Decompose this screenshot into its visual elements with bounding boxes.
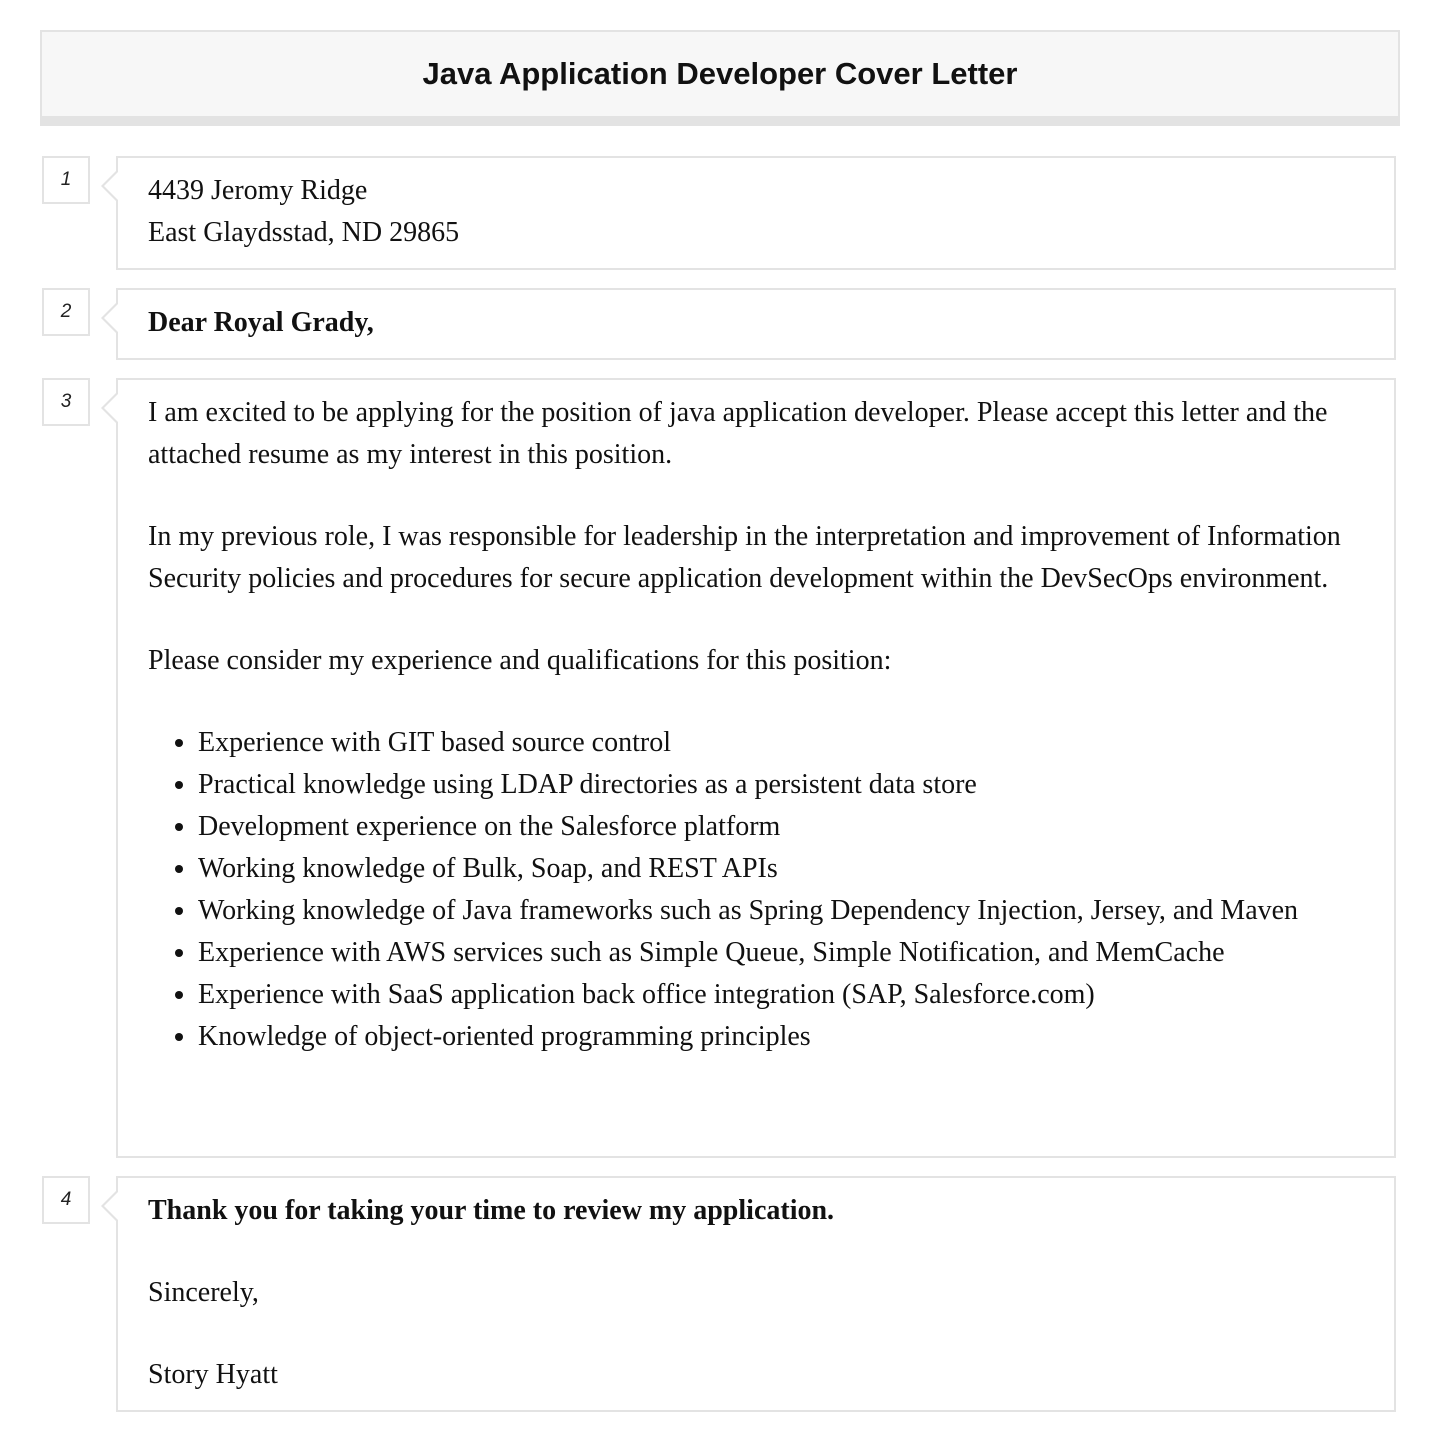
- list-item: • Working knowledge of Java frameworks such as Spring Dependency Injection, Jersey, and Maven: [198, 890, 1364, 932]
- qualifications-list: [148, 722, 1364, 1058]
- salutation: Dear Royal Grady,: [148, 307, 374, 338]
- list-item: • Practical knowledge using LDAP directories as a persistent data store: [198, 764, 1364, 806]
- list-item: • Experience with GIT based source control: [198, 722, 1364, 764]
- signoff: Sincerely,: [148, 1277, 259, 1308]
- address-line-2: East Glaydsstad, ND 29865: [148, 217, 460, 248]
- address-line-1: 4439 Jeromy Ridge: [148, 175, 368, 206]
- body-paragraph-1: I am excited to be applying for the position of java application developer. Please accept this letter and the attached resume as my interest in this position.: [148, 397, 1328, 470]
- list-item: • Knowledge of object-oriented programming principles: [198, 1016, 1364, 1058]
- list-item: • Experience with AWS services such as Simple Queue, Simple Notification, and MemCache: [198, 932, 1364, 974]
- title-bar: [40, 30, 1400, 126]
- list-item: • Experience with SaaS application back office integration (SAP, Salesforce.com): [198, 974, 1364, 1016]
- salutation-box: [116, 288, 1396, 360]
- body-paragraph-2: In my previous role, I was responsible for leadership in the interpretation and improvement of Information Security policies and procedures for secure application development within the DevSecOps environment.: [148, 521, 1341, 594]
- section-number: 4: [42, 1176, 90, 1224]
- page-title: Java Application Developer Cover Letter: [422, 56, 1018, 91]
- section-number: 3: [42, 378, 90, 426]
- closing-statement: Thank you for taking your time to review my application.: [148, 1195, 835, 1226]
- list-item: • Working knowledge of Bulk, Soap, and REST APIs: [198, 848, 1364, 890]
- closing-box: [116, 1176, 1396, 1412]
- address-box: [116, 156, 1396, 270]
- body-paragraph-3: Please consider my experience and qualifications for this position:: [148, 645, 892, 676]
- list-item: • Development experience on the Salesforce platform: [198, 806, 1364, 848]
- section-number: 2: [42, 288, 90, 336]
- body-box: [116, 378, 1396, 1158]
- signature: Story Hyatt: [148, 1359, 278, 1390]
- section-number: 1: [42, 156, 90, 204]
